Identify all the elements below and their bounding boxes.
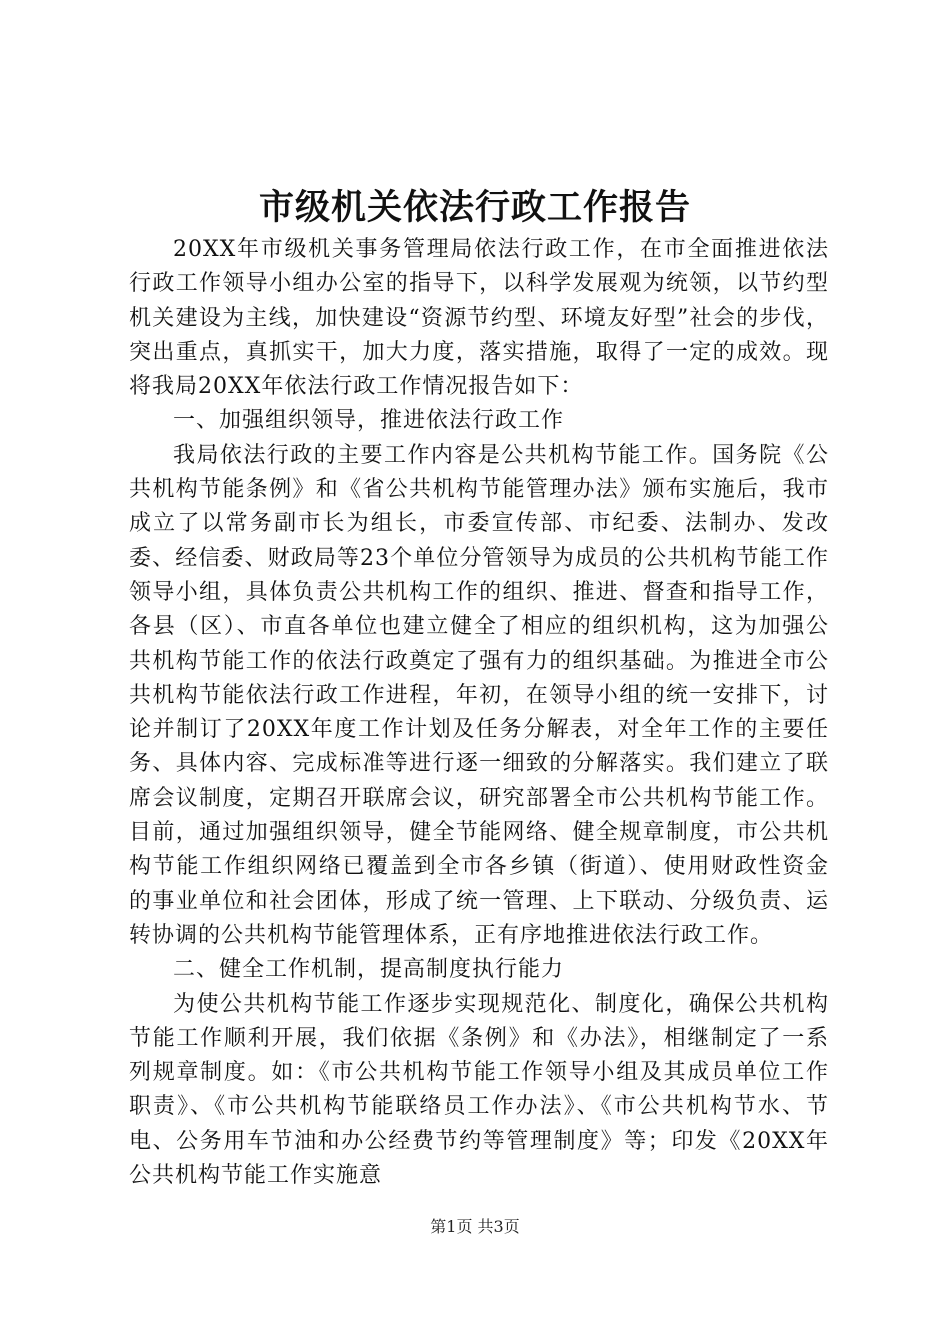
section-2-paragraph: 为使公共机构节能工作逐步实现规范化、制度化，确保公共机构节能工作顺利开展，我们依据《条例》和《办法》，相继制定了一系列规章制度。如：《市公共机构节能工作领导小组及其成员单位工作职责》、《市公共机构节能联络员工作办法》、《市公共机构节水、节电、公务用车节油和办公经费节约等管理制度》等；印发《20XX年公共机构节能工作实施意 [129,991,829,1189]
section-heading-2: 二、健全工作机制，提高制度执行能力 [173,957,565,983]
document-body [129,233,829,1193]
page-footer: 第1页 共3页 [430,1217,520,1236]
section-1-paragraph: 我局依法行政的主要工作内容是公共机构节能工作。国务院《公共机构节能条例》和《省公共机构节能管理办法》颁布实施后，我市成立了以常务副市长为组长，市委宣传部、市纪委、法制办、发改委、经信委、财政局等23个单位分管领导为成员的公共机构节能工作领导小组，具体负责公共机构工作的组织、推进、督查和指导工作，各县（区）、市直各单位也建立健全了相应的组织机构，这为加强公共机构节能工作的依法行政奠定了强有力的组织基础。为推进全市公共机构节能依法行政工作进程，年初，在领导小组的统一安排下，讨论并制订了20XX年度工作计划及任务分解表，对全年工作的主要任务、具体内容、完成标准等进行逐一细致的分解落实。我们建立了联席会议制度，定期召开联席会议，研究部署全市公共机构节能工作。目前，通过加强组织领导，健全节能网络、健全规章制度，市公共机构节能工作组织网络已覆盖到全市各乡镇（街道）、使用财政性资金的事业单位和社会团体，形成了统一管理、上下联动、分级负责、运转协调的公共机构节能管理体系，正有序地推进依法行政工作。 [129,442,829,948]
section-heading-1: 一、加强组织领导，推进依法行政工作 [173,408,565,434]
intro-paragraph: 20XX年市级机关事务管理局依法行政工作，在市全面推进依法行政工作领导小组办公室的指导下，以科学发展观为统领，以节约型机关建设为主线，加快建设“资源节约型、环境友好型”社会的步伐，突出重点，真抓实干，加大力度，落实措施，取得了一定的成效。现将我局20XX年依法行政工作情况报告如下： [129,237,829,400]
document-title: 市级机关依法行政工作报告 [258,187,691,228]
